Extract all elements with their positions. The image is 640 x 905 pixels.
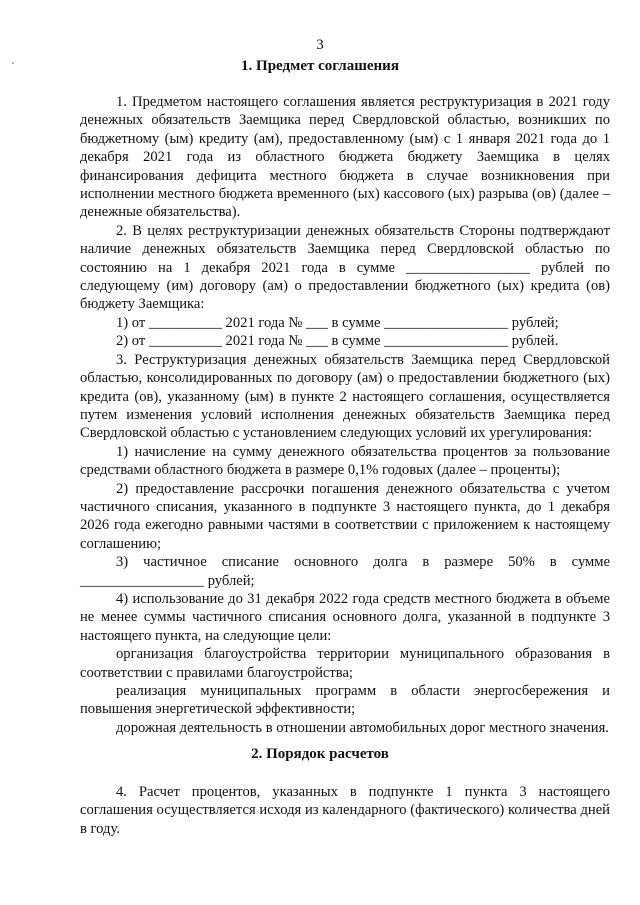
paragraph-4: 4. Расчет процентов, указанных в подпункте 1 пункта 3 настоящего соглашения осуществляется исходя из календарного (фактического) количества дней в году. xyxy=(80,784,610,837)
loan-line-1: 1) от __________ 2021 года № ___ в сумме _________________ рублей; xyxy=(116,314,559,331)
section-2-body xyxy=(80,783,610,838)
paragraph-3: 3. Реструктуризация денежных обязательств Заемщика перед Свердловской областью, консолидированных по договору (ам) о предоставлении бюджетного (ых) кредита (ов), указанному (ым) в пункте 2 настоящего соглашения, осуществляется путем изменения условий исполнения денежных обязательств Заемщика перед Свердловской областью с установлением следующих условий их урегулирования: xyxy=(80,351,610,442)
section-2-title: 2. Порядок расчетов xyxy=(251,746,389,762)
goal-1: организация благоустройства территории муниципального образования в соответствии с правилами благоустройства; xyxy=(80,646,610,681)
goal-2: реализация муниципальных программ в области энергосбережения и повышения энергетической эффективности; xyxy=(80,683,610,718)
subitem-4: 4) использование до 31 декабря 2022 года средств местного бюджета в объеме не менее суммы частичного списания основного долга, указанной в подпункте 3 настоящего пункта, на следующие цели: xyxy=(80,590,610,644)
section-1-body xyxy=(80,93,610,737)
paragraph-1: 1. Предметом настоящего соглашения является реструктуризация в 2021 году денежных обязательств Заемщика перед Свердловской областью, возникших по бюджетному (ым) кредиту (ам), предоставленному (ым) с 1 января 2021 года до 1 декабря 2021 года из областного бюджета бюджету Заемщика в целях финансирования дефицита местного бюджета в случае возникновения при исполнении местного бюджета временного (ых) кассового (ых) разрыва (ов) (далее – денежные обязательства). xyxy=(80,94,610,221)
paragraph-2: 2. В целях реструктуризации денежных обязательств Стороны подтверждают наличие денежных обязательств Заемщика перед Свердловской областью по состоянию на 1 декабря 2021 года в сумме _________________ рублей по следующему (им) договору (ам) о предоставлении бюджетного (ых) кредита (ов) бюджету Заемщика: xyxy=(80,222,610,313)
page-number: 3 xyxy=(316,37,324,53)
section-1-title: 1. Предмет соглашения xyxy=(241,58,399,74)
goal-3: дорожная деятельность в отношении автомобильных дорог местного значения. xyxy=(116,719,609,736)
loan-line-2: 2) от __________ 2021 года № ___ в сумме _________________ рублей. xyxy=(116,333,559,350)
subitem-3: 3) частичное списание основного долга в размере 50% в сумме _________________ рублей; xyxy=(80,554,610,589)
subitem-2: 2) предоставление рассрочки погашения денежного обязательства с учетом частичного списания, указанного в подпункте 3 настоящего пункта, до 1 декабря 2026 года ежегодно равными частями в соответствии с приложением к настоящему соглашению; xyxy=(80,480,610,552)
subitem-1: 1) начисление на сумму денежного обязательства процентов за пользование средствами областного бюджета в размере 0,1% годовых (далее – проценты); xyxy=(80,443,610,479)
